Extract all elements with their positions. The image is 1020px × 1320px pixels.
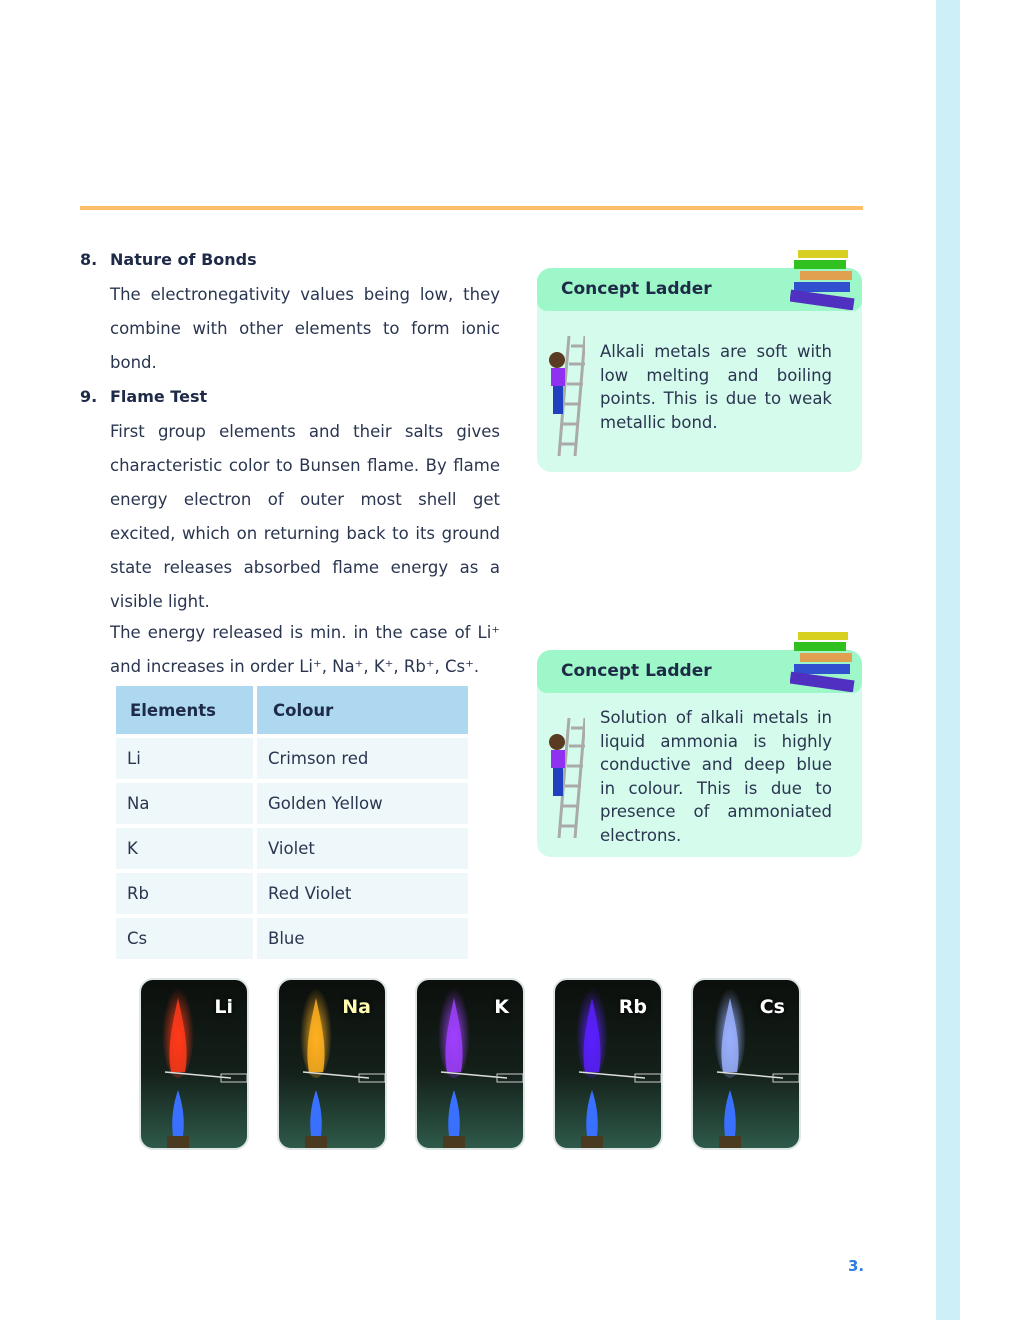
flame-test-image-rb bbox=[553, 978, 663, 1150]
flame-label: Rb bbox=[618, 996, 647, 1018]
table-cell: Violet bbox=[257, 828, 468, 869]
flame-test-image-cs bbox=[691, 978, 801, 1150]
table-cell: K bbox=[116, 828, 253, 869]
table-cell: Na bbox=[116, 783, 253, 824]
table-cell: Blue bbox=[257, 918, 468, 959]
table-cell: Cs bbox=[116, 918, 253, 959]
page-number: 3. bbox=[848, 1257, 865, 1275]
section-text: The electronegativity values being low, they combine with other elements to form ionic bond. bbox=[110, 285, 500, 372]
concept-title: Concept Ladder bbox=[537, 268, 862, 311]
flame-label: Cs bbox=[759, 996, 785, 1018]
table-row bbox=[116, 828, 468, 869]
concept-text: Solution of alkali metals in liquid ammonia is highly conductive and deep blue in colour. This is due to presence of ammoniated electrons. bbox=[600, 708, 832, 845]
flame-label: K bbox=[494, 996, 509, 1018]
concept-ladder-box bbox=[537, 650, 862, 857]
concept-title: Concept Ladder bbox=[537, 650, 862, 693]
section-heading: 9. Flame Test bbox=[80, 387, 208, 406]
table-cell: Li bbox=[116, 738, 253, 779]
table-row bbox=[116, 783, 468, 824]
flame-colour-table bbox=[112, 682, 472, 963]
table-cell: Golden Yellow bbox=[257, 783, 468, 824]
flame-test-image-na bbox=[277, 978, 387, 1150]
side-strip bbox=[936, 0, 960, 1320]
flame-label: Li bbox=[214, 996, 233, 1018]
table-row bbox=[116, 873, 468, 914]
table-header: Elements bbox=[116, 686, 253, 734]
table-row bbox=[116, 918, 468, 959]
concept-ladder-box bbox=[537, 268, 862, 472]
table-cell: Red Violet bbox=[257, 873, 468, 914]
table-cell: Crimson red bbox=[257, 738, 468, 779]
ladder-girl-icon bbox=[545, 334, 585, 456]
table-header: Colour bbox=[257, 686, 468, 734]
books-icon bbox=[790, 248, 856, 310]
header-rule bbox=[80, 206, 863, 210]
flame-label: Na bbox=[342, 996, 371, 1018]
table-row bbox=[116, 738, 468, 779]
flame-test-image-k bbox=[415, 978, 525, 1150]
flame-test-image-li bbox=[139, 978, 249, 1150]
section-text: First group elements and their salts gives characteristic color to Bunsen flame. By flame energy electron of outer most shell get excited, which on returning back to its ground state releases absorbed flame energy as a visible light. bbox=[110, 422, 500, 611]
table-cell: Rb bbox=[116, 873, 253, 914]
books-icon bbox=[790, 630, 856, 692]
concept-text: Alkali metals are soft with low melting and boiling points. This is due to weak metallic bond. bbox=[600, 342, 832, 432]
section-text: The energy released is min. in the case of Li⁺ and increases in order Li⁺, Na⁺, K⁺, Rb⁺, Cs⁺. bbox=[110, 623, 500, 676]
ladder-girl-icon bbox=[545, 716, 585, 838]
section-heading: 8. Nature of Bonds bbox=[80, 250, 257, 269]
